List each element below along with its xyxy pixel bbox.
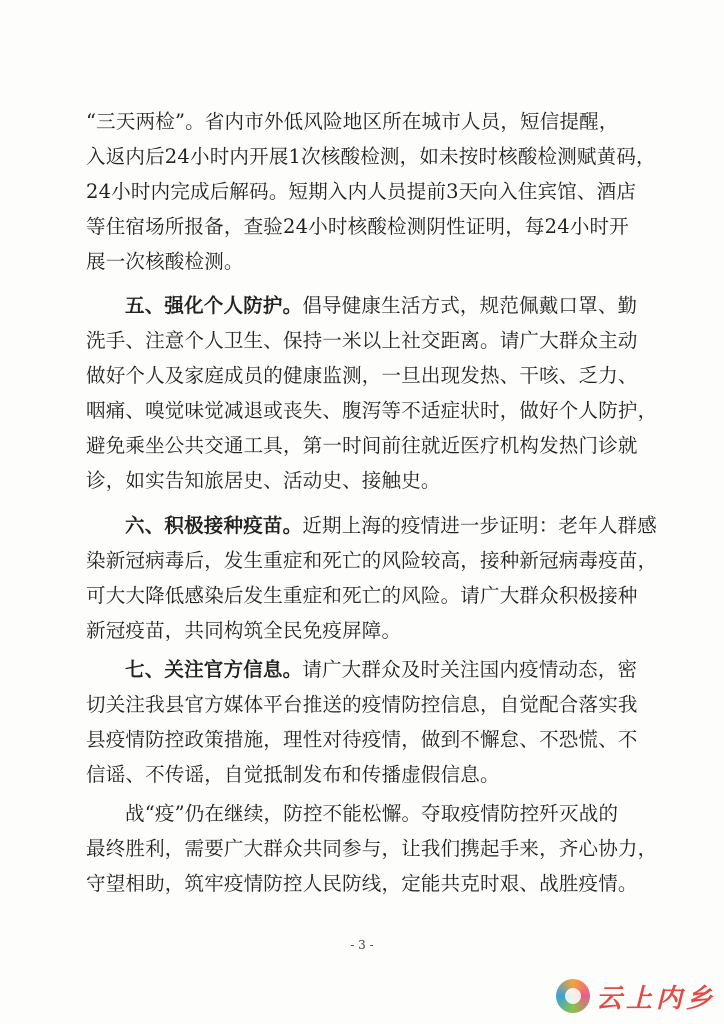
text-line: 县疫情防控政策措施，理性对待疫情，做到不懈怠、不恐慌、不 bbox=[86, 728, 638, 751]
text-line: 入返内后24小时内开展1次核酸检测，如未按时核酸检测赋黄码， bbox=[86, 145, 656, 168]
text-line: 等住宿场所报备，查验24小时核酸检测阴性证明，每24小时开 bbox=[86, 215, 629, 238]
text-line: 避免乘坐公共交通工具，第一时间前往就近医疗机构发热门诊就 bbox=[86, 434, 638, 457]
section-heading: 五、强化个人防护。 bbox=[125, 294, 303, 317]
text-line: 请广大群众及时关注国内疫情动态，密 bbox=[302, 658, 638, 681]
text-line: 战“疫”仍在继续，防控不能松懈。夺取疫情防控歼灭战的 bbox=[125, 802, 619, 825]
yunshang-logo-icon bbox=[556, 979, 590, 1013]
text-line: 信谣、不传谣，自觉抵制发布和传播虚假信息。 bbox=[86, 763, 500, 786]
text-line: 洗手、注意个人卫生、保持一米以上社交距离。请广大群众主动 bbox=[86, 329, 638, 352]
section-personal-protection bbox=[86, 288, 658, 498]
text-line: 做好个人及家庭成员的健康监测，一旦出现发热、干咳、乏力、 bbox=[86, 364, 638, 387]
section-heading: 七、关注官方信息。 bbox=[125, 658, 303, 681]
text-line: 诊，如实告知旅居史、活动史、接触史。 bbox=[86, 469, 441, 492]
text-line: 新冠疫苗，共同构筑全民免疫屏障。 bbox=[86, 619, 402, 642]
page-number: - 3 - bbox=[350, 938, 374, 952]
text-line: 可大大降低感染后发生重症和死亡的风险。请广大群众积极接种 bbox=[86, 584, 638, 607]
text-line: 染新冠病毒后，发生重症和死亡的风险较高，接种新冠病毒疫苗， bbox=[86, 549, 658, 572]
section-vaccination bbox=[86, 508, 658, 648]
text-line: 咽痛、嗅觉味觉减退或丧失、腹泻等不适症状时，做好个人防护， bbox=[86, 399, 658, 422]
text-line: 展一次核酸检测。 bbox=[86, 250, 244, 273]
text-line: 最终胜利，需要广大群众共同参与，让我们携起手来，齐心协力， bbox=[86, 837, 658, 860]
text-line: 倡导健康生活方式，规范佩戴口罩、勤 bbox=[302, 294, 638, 317]
text-line: 守望相助，筑牢疫情防控人民防线，定能共克时艰、战胜疫情。 bbox=[86, 872, 638, 895]
section-heading: 六、积极接种疫苗。 bbox=[125, 514, 303, 537]
closing-paragraph bbox=[86, 796, 658, 901]
text-line: 24小时内完成后解码。短期入内人员提前3天向入住宾馆、酒店 bbox=[86, 180, 637, 203]
text-line: 切关注我县官方媒体平台推送的疫情防控信息，自觉配合落实我 bbox=[86, 693, 638, 716]
text-line: “三天两检”。省内市外低风险地区所在城市人员，短信提醒， bbox=[86, 110, 619, 133]
paragraph-continuation bbox=[86, 104, 656, 279]
watermark-text: 云上内乡 bbox=[595, 983, 716, 1014]
watermark bbox=[556, 974, 716, 1018]
text-line: 近期上海的疫情进一步证明：老年人群感 bbox=[302, 514, 657, 537]
section-official-info bbox=[86, 652, 646, 792]
